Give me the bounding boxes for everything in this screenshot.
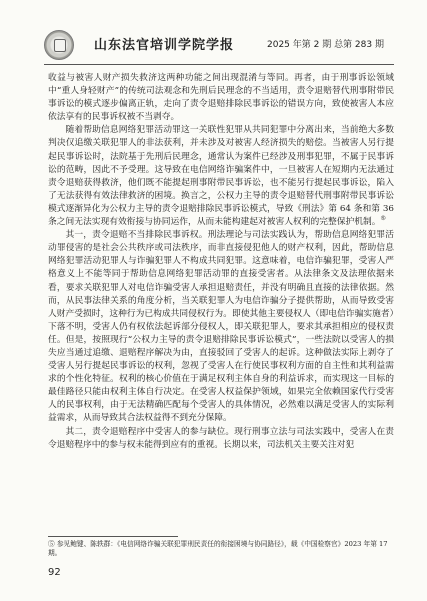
running-header [44, 30, 394, 65]
paragraph-2-text: 随着帮助信息网络犯罪活动罪这一关联性犯罪从共同犯罪中分离出来，当前绝大多数判决仅追缴关联犯罪人的非法获利，并未涉及对被害人经济损失的赔偿。当被害人另行提起民事诉讼时，法院基于先刑后民理念，通常认为案件已经涉及刑事犯罪，不属于民事诉讼的范畴，因此不予受理。这导致在电信网络诈骗案件中，一旦被害人在短期内无法通过责令退赔获得救济，他们既不能提起刑事附带民事诉讼，也不能另行提起民事诉讼，陷入了无法获得有效法律救济的困境。换言之，公权力主导的责令退赔替代刑事附带民事诉讼模式逐渐异化为公权力主导的责令退赔排除民事诉讼模式，导致《刑法》第 64 条和第 36 条之间无法实现有效衔接与协同运作，从而未能构建起对被害人权利的完整保护机制。 [48, 125, 394, 228]
paragraph-2 [48, 124, 394, 229]
issue-info: 2025 年第 2 期 总第 283 期 [267, 40, 384, 50]
article-body [48, 72, 394, 452]
journal-title: 山东法官培训学院学报 [94, 38, 235, 53]
paragraph-3: 其一，责令退赔不当排除民事诉权。刑法理论与司法实践认为，帮助信息网络犯罪活动罪侵害的是社会公共秩序或司法秩序，而非直接侵犯他人的财产权利，因此，帮助信息网络犯罪活动犯罪人与诈骗犯罪人不构成共同犯罪。这意味着，电信诈骗犯罪，受害人严格意义上不能等同于帮助信息网络犯罪活动罪的直接受害者。从法律条文及法理依据来看，要求关联犯罪人对电信诈骗受害人承担退赔责任，并没有明确且直接的法律依据。然而，从民事法律关系的角度分析，当关联犯罪人为电信诈骗分子提供帮助，从而导致受害人财产受损时，这种行为已构成共同侵权行为。即使其他主要侵权人（即电信诈骗实施者）下落不明，受害人仍有权依法起诉部分侵权人，即关联犯罪人，要求其承担相应的侵权责任。但是，按照现行“公权力主导的责令退赔排除民事诉讼模式”，一些法院以受害人的损失应当通过追缴、退赔程序解决为由，直接驳回了受害人的起诉。这种做法实际上剥夺了受害人另行提起民事诉讼的权利，忽视了受害人在行使民事权利方面的自主性和其利益需求的个性化特征。权利的核心价值在于满足权利主体自身的利益诉求，而实现这一目标的最佳路径只能由权利主体自行决定。在受害人权益保护领域，如果完全依赖国家代行受害人的民事权利，由于无法精确匹配每个受害人的具体情况，必然难以满足受害人的实际利益需求，从而导致其合法权益得不到充分保障。 [48, 230, 394, 424]
paragraph-1: 收益与被害人财产损失救济这两种功能之间出现混淆与等同。再者，由于刑事诉讼领域中“重人身轻财产”的传统司法观念和先刑后民理念的不当适用，责令退赔替代刑事附带民事诉讼的模式逐步偏离正轨，走向了责令退赔排除民事诉讼的错误方向，致使被害人本应依法享有的民事诉权被不当剥夺。 [48, 73, 394, 123]
footnote-reference: ⑤ [380, 215, 386, 223]
institution-seal-logo [44, 30, 74, 60]
footnote [48, 536, 394, 558]
footnote-divider [48, 536, 178, 537]
page-number: 92 [48, 567, 61, 578]
footnote-text: 参见鲍键、陈轶群：《电信网络诈骗关联犯罪刑民责任的衔接困境与协同路径》，载《中国检察官》2023 年第 17 期。 [48, 540, 388, 557]
paragraph-4: 其二，责令退赔程序中受害人的参与缺位。现行刑事立法与司法实践中，受害人在责令退赔程序中的参与权未能得到应有的重视。长期以来，司法机关主要关注对犯 [48, 426, 394, 450]
footnote-mark: ⑤ [48, 540, 55, 548]
